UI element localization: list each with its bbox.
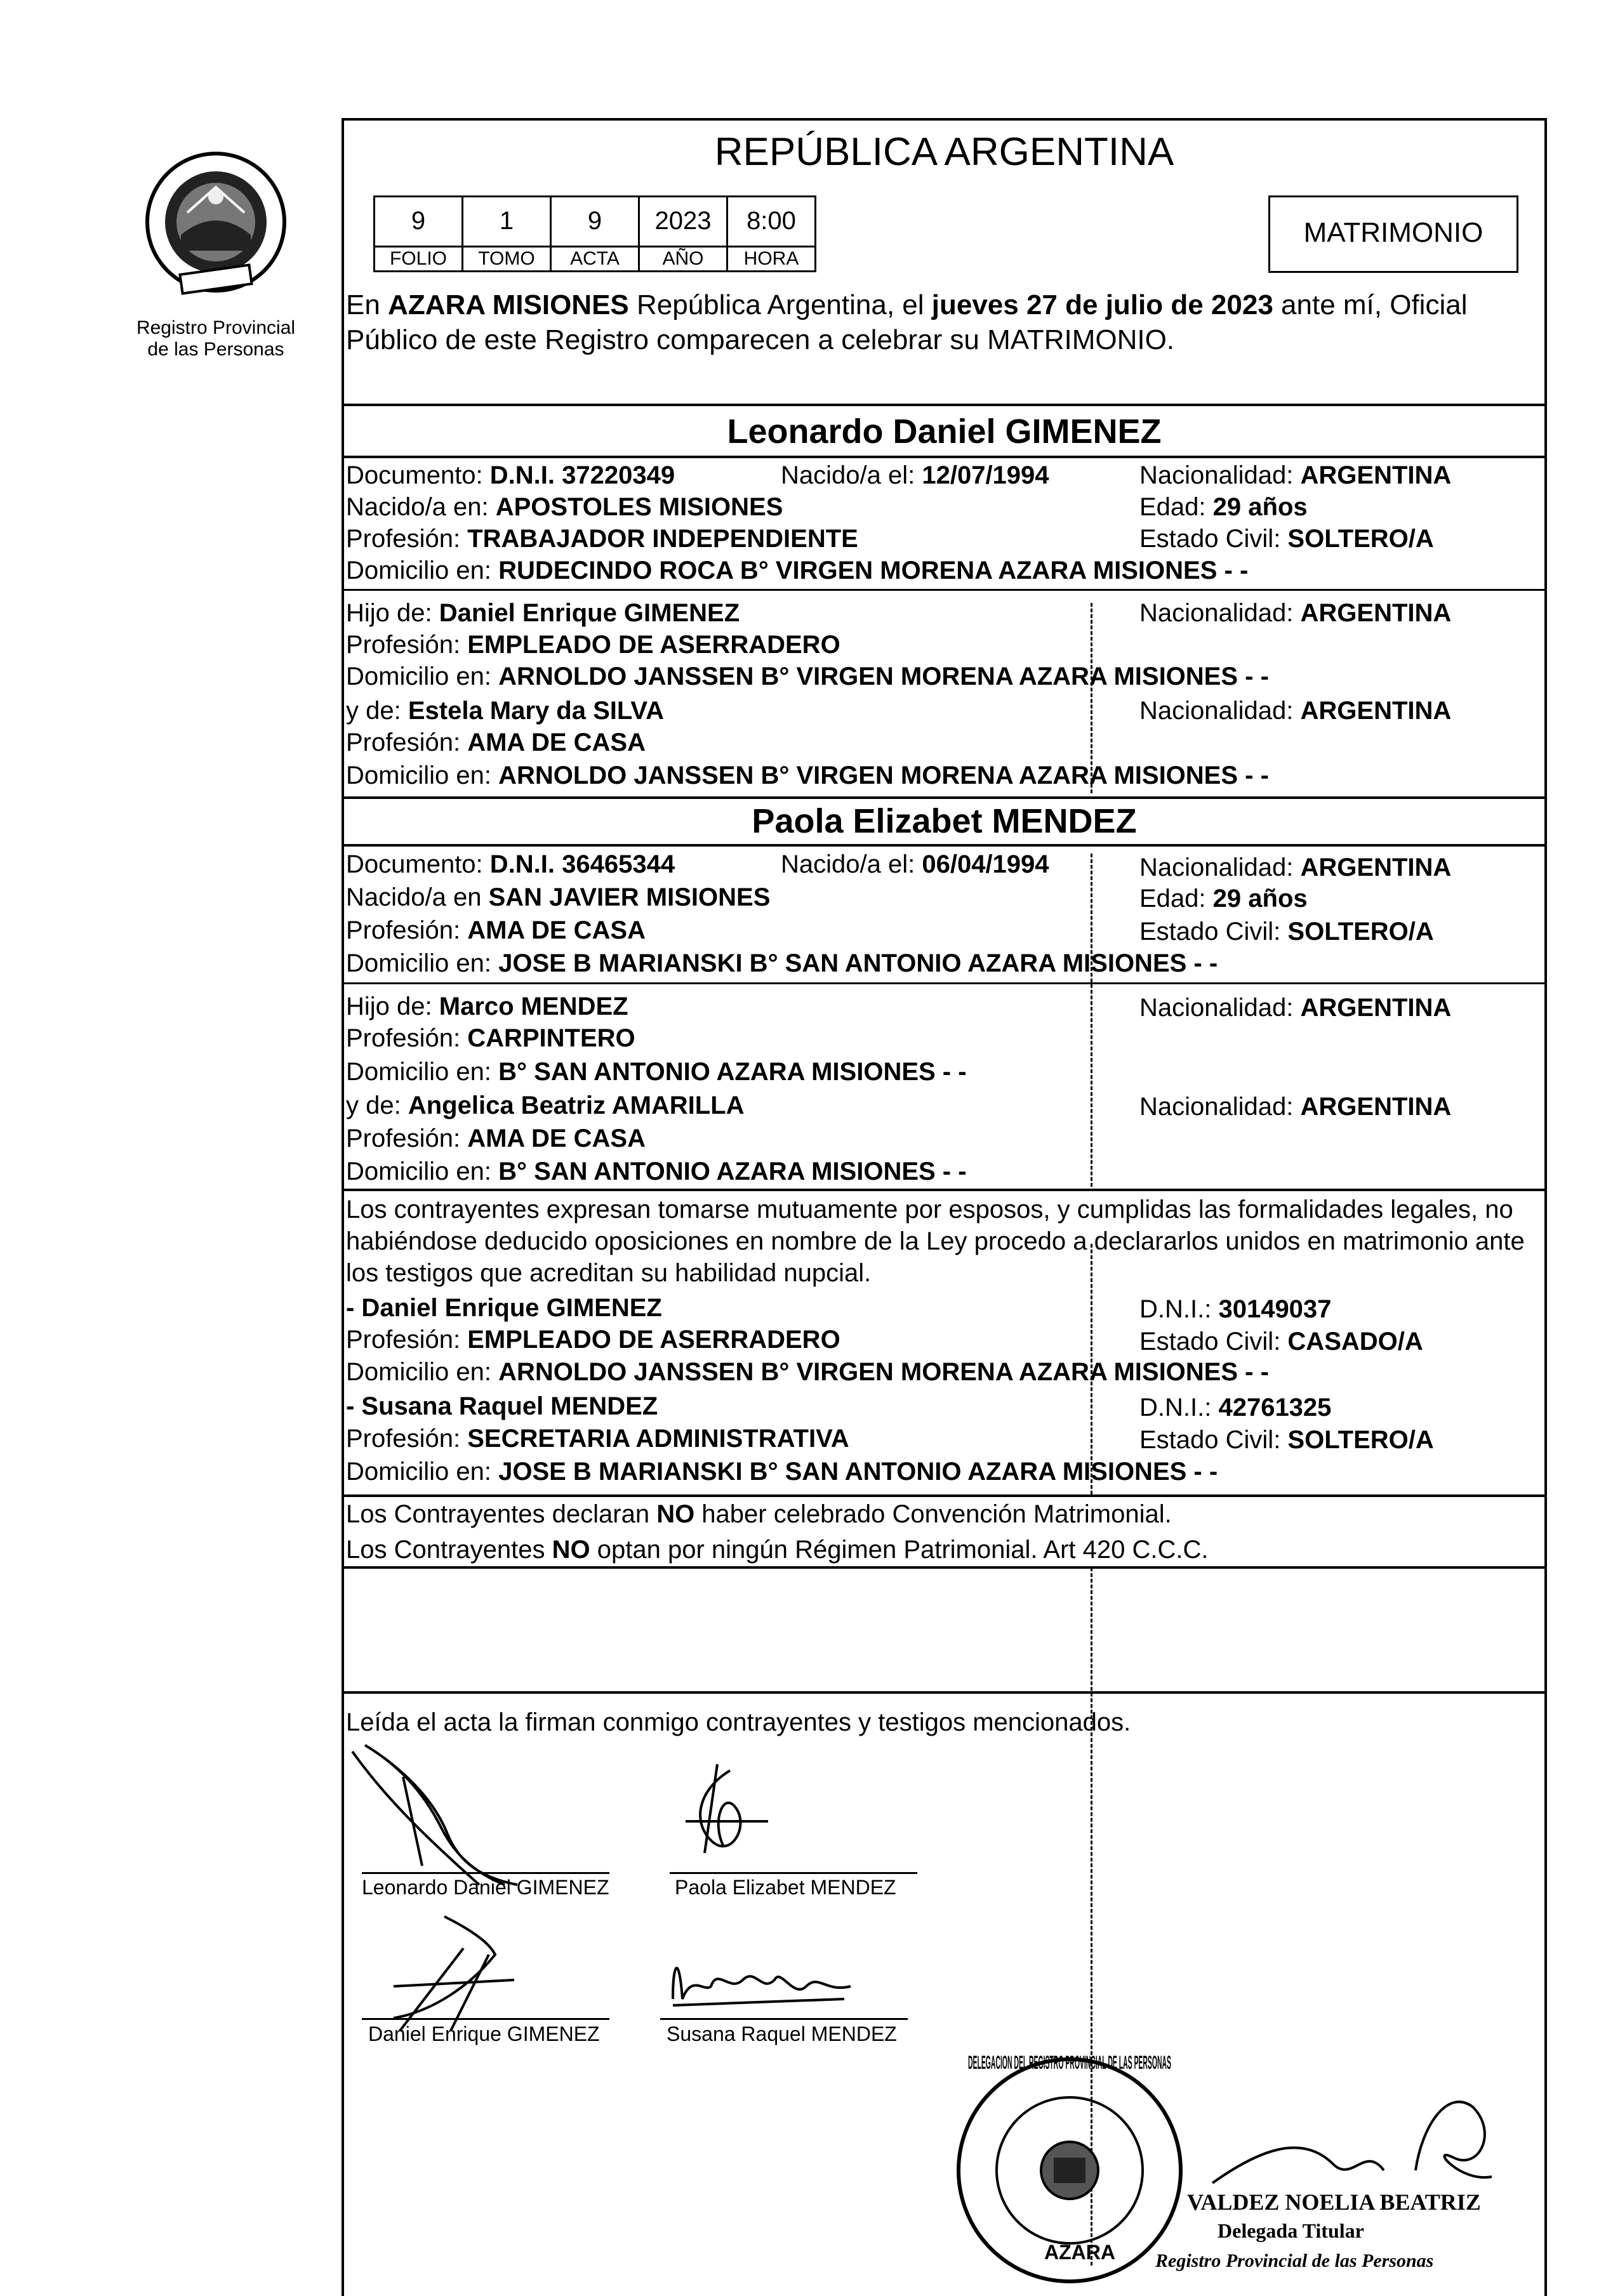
sig-label-leonardo: Leonardo Daniel GIMENEZ xyxy=(362,1876,609,1899)
witness1-domicile xyxy=(346,1357,1269,1387)
spouse1-father-nationality xyxy=(1139,598,1451,628)
spouse2-mother xyxy=(346,1090,745,1121)
spouse1-nationality xyxy=(1139,460,1451,491)
value: ARNOLDO JANSSEN B° VIRGEN MORENA AZARA MISIONES - - xyxy=(498,663,1269,690)
label: Domicilio en: xyxy=(346,949,499,977)
value: ARGENTINA xyxy=(1300,994,1452,1022)
emphasis: NO xyxy=(656,1500,695,1528)
spouse2-profession xyxy=(346,915,646,946)
witness1-dni xyxy=(1139,1294,1331,1324)
spouse2-born xyxy=(781,849,1049,880)
value: ARGENTINA xyxy=(1300,461,1452,489)
anio-value: 2023 xyxy=(638,195,728,247)
sig-label-paola: Paola Elizabet MENDEZ xyxy=(675,1876,896,1899)
label: Nacido/a el: xyxy=(781,850,922,878)
emphasis: NO xyxy=(552,1536,590,1564)
folio-value: 9 xyxy=(373,195,463,247)
dashed-guide-2 xyxy=(1091,854,1092,1187)
label: Profesión: xyxy=(346,1125,468,1152)
label: Domicilio en: xyxy=(346,762,499,789)
hora-value: 8:00 xyxy=(726,195,816,247)
value: D.N.I. 36465344 xyxy=(489,850,675,878)
value: AMA DE CASA xyxy=(467,1125,646,1152)
act-type: MATRIMONIO xyxy=(1303,217,1484,248)
label: D.N.I.: xyxy=(1139,1295,1219,1323)
spouse1-father-profession xyxy=(346,630,840,660)
label: Profesión: xyxy=(346,1326,468,1354)
sig-label-daniel: Daniel Enrique GIMENEZ xyxy=(368,2022,600,2045)
text: Los Contrayentes xyxy=(346,1536,552,1564)
officer-org: Registro Provincial de las Personas xyxy=(1155,2250,1434,2271)
sig-line-2 xyxy=(670,1872,917,1874)
value: SECRETARIA ADMINISTRATIVA xyxy=(467,1425,849,1453)
label: Profesión: xyxy=(346,1425,468,1453)
spouse1-civil xyxy=(1139,524,1434,554)
label: Nacionalidad: xyxy=(1139,599,1301,627)
label: Nacido/a en: xyxy=(346,493,496,521)
label: Nacionalidad: xyxy=(1139,854,1301,881)
divider-7 xyxy=(342,1566,1547,1569)
value: Angelica Beatriz AMARILLA xyxy=(408,1092,745,1119)
divider-5 xyxy=(342,1189,1547,1191)
value: SAN JAVIER MISIONES xyxy=(488,883,771,911)
spouse1-mother-domicile xyxy=(346,760,1269,791)
text: haber celebrado Convención Matrimonial. xyxy=(694,1500,1172,1528)
label: Nacionalidad: xyxy=(1139,1093,1301,1121)
signature-officer xyxy=(1206,2075,1536,2202)
value: SOLTERO/A xyxy=(1287,918,1434,946)
acta-value: 9 xyxy=(550,195,640,247)
witness2-profession xyxy=(346,1423,849,1454)
value: EMPLEADO DE ASERRADERO xyxy=(467,631,840,659)
value: TRABAJADOR INDEPENDIENTE xyxy=(467,525,858,553)
folio-label: FOLIO xyxy=(373,246,463,272)
spouse2-father-nationality xyxy=(1139,993,1451,1023)
value: CASADO/A xyxy=(1287,1328,1423,1356)
value: ARNOLDO JANSSEN B° VIRGEN MORENA AZARA MISIONES - - xyxy=(498,762,1269,789)
spouse2-name: Paola Elizabet MENDEZ xyxy=(752,802,1137,840)
tomo-value: 1 xyxy=(461,195,552,247)
value: AMA DE CASA xyxy=(467,729,646,756)
label: Nacionalidad: xyxy=(1139,994,1301,1022)
spouse1-doc xyxy=(346,460,675,491)
label: Hijo de: xyxy=(346,599,439,627)
value: CARPINTERO xyxy=(467,1024,635,1052)
hora-label: HORA xyxy=(726,246,816,272)
conventions-line-2 xyxy=(346,1534,1209,1565)
signature-paola xyxy=(660,1752,787,1878)
value: JOSE B MARIANSKI B° SAN ANTONIO AZARA MISIONES - - xyxy=(498,1458,1218,1486)
value: D.N.I. 37220349 xyxy=(489,461,675,489)
frame-top xyxy=(342,118,1547,121)
intro-line-1 xyxy=(346,289,1467,322)
label: Estado Civil: xyxy=(1139,1328,1288,1356)
divider-s1 xyxy=(342,589,1547,591)
value: APOSTOLES MISIONES xyxy=(495,493,783,521)
intro-place: AZARA MISIONES xyxy=(388,289,629,320)
text: optan por ningún Régimen Patrimonial. Art 420 C.C.C. xyxy=(590,1536,1209,1564)
value: Estela Mary da SILVA xyxy=(408,697,664,725)
label: Hijo de: xyxy=(346,993,439,1020)
stamp-azara: AZARA xyxy=(1044,2241,1115,2264)
spouse2-mother-domicile xyxy=(346,1156,967,1187)
closing-text: Leída el acta la firman conmigo contrayentes y testigos mencionados. xyxy=(346,1708,1131,1736)
witness2-dni xyxy=(1139,1392,1331,1423)
value: ARGENTINA xyxy=(1300,1093,1452,1121)
spouse2-civil xyxy=(1139,916,1434,947)
label: Estado Civil: xyxy=(1139,525,1288,553)
value: 29 años xyxy=(1212,493,1308,521)
conventions-line-1 xyxy=(346,1499,1172,1529)
value: Marco MENDEZ xyxy=(439,993,628,1020)
label: Profesión: xyxy=(346,525,468,553)
label: y de: xyxy=(346,697,408,725)
officer-name: VALDEZ NOELIA BEATRIZ xyxy=(1187,2189,1481,2215)
value: SOLTERO/A xyxy=(1287,1426,1434,1454)
declaration-line-3: los testigos que acreditan su habilidad nupcial. xyxy=(346,1259,872,1287)
value: ARGENTINA xyxy=(1300,599,1452,627)
spouse2-father xyxy=(346,991,628,1022)
value: AMA DE CASA xyxy=(467,916,646,944)
sig-label-susana: Susana Raquel MENDEZ xyxy=(667,2022,897,2045)
divider-3 xyxy=(342,796,1547,799)
stamp-ring-label: DELEGACION DEL REGISTRO PROVINCIAL DE LAS PERSONAS xyxy=(968,2052,1171,2073)
anio-label: AÑO xyxy=(638,246,728,272)
witness1-name: - Daniel Enrique GIMENEZ xyxy=(346,1294,662,1322)
spouse1-born xyxy=(781,460,1049,491)
registry-logo xyxy=(143,149,289,301)
intro-p3: ante mí, Oficial xyxy=(1273,289,1468,320)
spouse2-age xyxy=(1139,883,1308,914)
label: Nacionalidad: xyxy=(1139,697,1301,725)
divider-4 xyxy=(342,844,1547,847)
label: Domicilio en: xyxy=(346,1458,499,1486)
intro-p1: En xyxy=(346,289,388,320)
value: ARNOLDO JANSSEN B° VIRGEN MORENA AZARA MISIONES - - xyxy=(498,1358,1269,1386)
signature-susana xyxy=(660,1936,851,2031)
label: y de: xyxy=(346,1092,408,1119)
delegation-stamp xyxy=(949,2031,1203,2285)
spouse1-name: Leonardo Daniel GIMENEZ xyxy=(727,412,1162,451)
value: JOSE B MARIANSKI B° SAN ANTONIO AZARA MISIONES - - xyxy=(498,949,1218,977)
value: B° SAN ANTONIO AZARA MISIONES - - xyxy=(498,1058,967,1086)
label: Profesión: xyxy=(346,916,468,944)
value: B° SAN ANTONIO AZARA MISIONES - - xyxy=(498,1158,967,1185)
label: Estado Civil: xyxy=(1139,1426,1288,1454)
witness1-profession xyxy=(346,1324,840,1355)
sig-line-3 xyxy=(362,2018,609,2020)
label: Edad: xyxy=(1139,493,1213,521)
label: Edad: xyxy=(1139,885,1213,913)
label: Domicilio en: xyxy=(346,1158,499,1185)
spouse2-father-profession xyxy=(346,1023,635,1053)
spouse1-birthplace xyxy=(346,492,783,522)
value: ARGENTINA xyxy=(1300,697,1452,725)
intro-line-2: Público de este Registro comparecen a celebrar su MATRIMONIO. xyxy=(346,324,1175,355)
label: Estado Civil: xyxy=(1139,918,1288,946)
intro-date: jueves 27 de julio de 2023 xyxy=(931,289,1273,320)
label: Nacionalidad: xyxy=(1139,461,1301,489)
spouse1-profession xyxy=(346,524,858,554)
label: Profesión: xyxy=(346,1024,468,1052)
label: D.N.I.: xyxy=(1139,1394,1219,1422)
label: Domicilio en: xyxy=(346,557,499,584)
spouse2-birthplace xyxy=(346,882,770,913)
divider-1 xyxy=(342,404,1547,406)
seal-icon xyxy=(143,149,289,301)
logo-caption-line2: de las Personas xyxy=(147,339,284,360)
spouse1-mother xyxy=(346,696,664,726)
label: Nacido/a el: xyxy=(781,461,922,489)
witness2-domicile xyxy=(346,1456,1218,1487)
witness2-name: - Susana Raquel MENDEZ xyxy=(346,1392,658,1420)
value: 42761325 xyxy=(1218,1394,1332,1422)
label: Profesión: xyxy=(346,631,468,659)
value: ARGENTINA xyxy=(1300,854,1452,881)
logo-caption-line1: Registro Provincial xyxy=(136,317,296,338)
label: Documento: xyxy=(346,850,490,878)
value: SOLTERO/A xyxy=(1287,525,1434,553)
value: RUDECINDO ROCA B° VIRGEN MORENA AZARA MISIONES - - xyxy=(498,557,1249,584)
label: Domicilio en: xyxy=(346,663,499,690)
value: Daniel Enrique GIMENEZ xyxy=(439,599,740,627)
acta-label: ACTA xyxy=(550,246,640,272)
spouse2-father-domicile xyxy=(346,1057,967,1087)
spouse1-domicile xyxy=(346,555,1248,586)
intro-p2: República Argentina, el xyxy=(628,289,932,320)
spouse1-father xyxy=(346,598,740,628)
divider-2 xyxy=(342,456,1547,458)
label: Domicilio en: xyxy=(346,1358,499,1386)
act-type-box xyxy=(1268,195,1518,273)
country-title: REPÚBLICA ARGENTINA xyxy=(714,130,1174,174)
value: 12/07/1994 xyxy=(922,461,1049,489)
spouse2-nationality xyxy=(1139,852,1451,883)
declaration-line-1: Los contrayentes expresan tomarse mutuamente por esposos, y cumplidas las formalidades legales, no xyxy=(346,1196,1513,1224)
spouse1-mother-profession xyxy=(346,727,646,758)
spouse1-age xyxy=(1139,492,1308,522)
divider-6 xyxy=(342,1494,1547,1497)
value: 06/04/1994 xyxy=(922,850,1049,878)
label: Domicilio en: xyxy=(346,1058,499,1086)
divider-8 xyxy=(342,1691,1547,1694)
spouse2-mother-profession xyxy=(346,1123,646,1154)
divider-s2 xyxy=(342,982,1547,984)
logo-caption xyxy=(108,317,324,360)
sig-line-1 xyxy=(362,1872,609,1874)
text: Los Contrayentes declaran xyxy=(346,1500,657,1528)
spouse2-mother-nationality xyxy=(1139,1092,1451,1122)
witness2-civil xyxy=(1139,1425,1434,1455)
value: 30149037 xyxy=(1218,1295,1332,1323)
sig-line-4 xyxy=(660,2018,908,2020)
witness1-civil xyxy=(1139,1326,1423,1357)
spouse1-mother-nationality xyxy=(1139,696,1451,726)
value: EMPLEADO DE ASERRADERO xyxy=(467,1326,840,1354)
officer-title: Delegada Titular xyxy=(1218,2219,1364,2242)
spouse2-domicile xyxy=(346,948,1218,979)
tomo-label: TOMO xyxy=(461,246,552,272)
label: Nacido/a en xyxy=(346,883,489,911)
spouse2-doc xyxy=(346,849,675,880)
value: 29 años xyxy=(1212,885,1308,913)
label: Profesión: xyxy=(346,729,468,756)
declaration-line-2: habiéndose deducido oposiciones en nombre de la Ley procedo a declararlos unidos en matrimonio ante xyxy=(346,1227,1525,1255)
label: Documento: xyxy=(346,461,490,489)
spouse1-father-domicile xyxy=(346,661,1269,692)
